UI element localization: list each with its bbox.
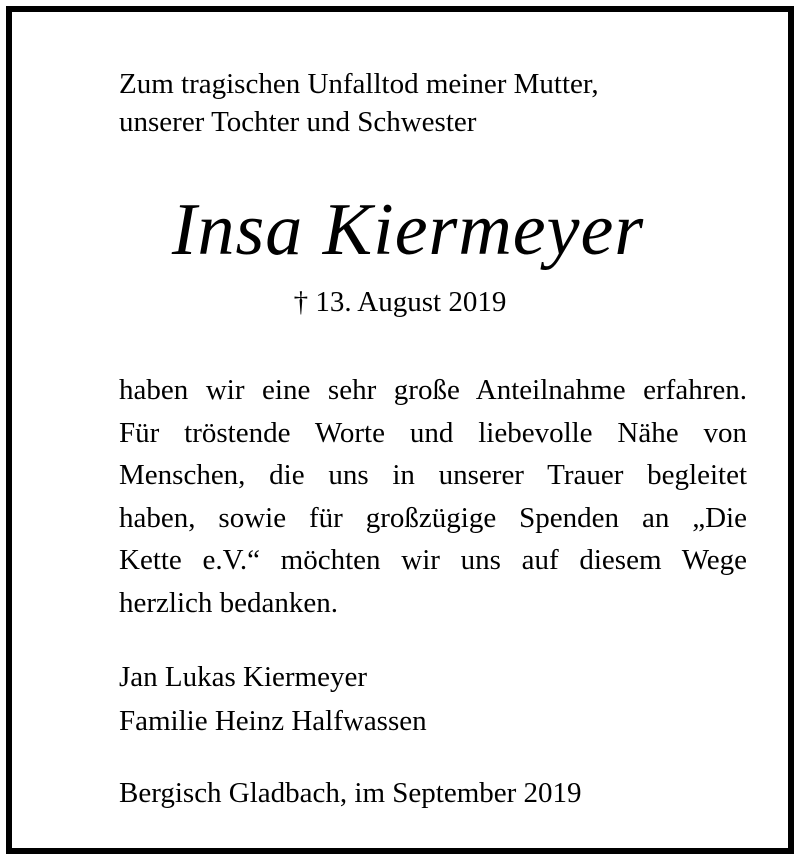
deceased-name: Insa Kiermeyer [171,189,645,271]
body-line: Menschen, die uns in unserer Trauer begleitet [119,459,747,491]
signer-name: Jan Lukas Kiermeyer [119,661,368,693]
place-and-date: Bergisch Gladbach, im September 2019 [119,777,582,809]
intro-text [119,65,747,141]
body-line: haben, sowie für großzügige Spenden an „Die [119,501,747,534]
body-line: herzlich bedanken. [119,586,339,619]
body-line: haben wir eine sehr große Anteilnahme erfahren. [119,374,747,406]
thank-you-text [119,369,747,624]
signers [119,655,747,743]
obituary-notice-card [6,6,794,854]
signer-name: Familie Heinz Halfwassen [119,705,427,737]
body-line: Für tröstende Worte und liebevolle Nähe von [119,416,747,449]
body-line: Kette e.V.“ möchten wir uns auf diesem Wege [119,544,747,576]
intro-line: unserer Tochter und Schwester [119,106,477,138]
death-date: † 13. August 2019 [293,286,507,318]
intro-line: Zum tragischen Unfalltod meiner Mutter, [119,68,599,100]
